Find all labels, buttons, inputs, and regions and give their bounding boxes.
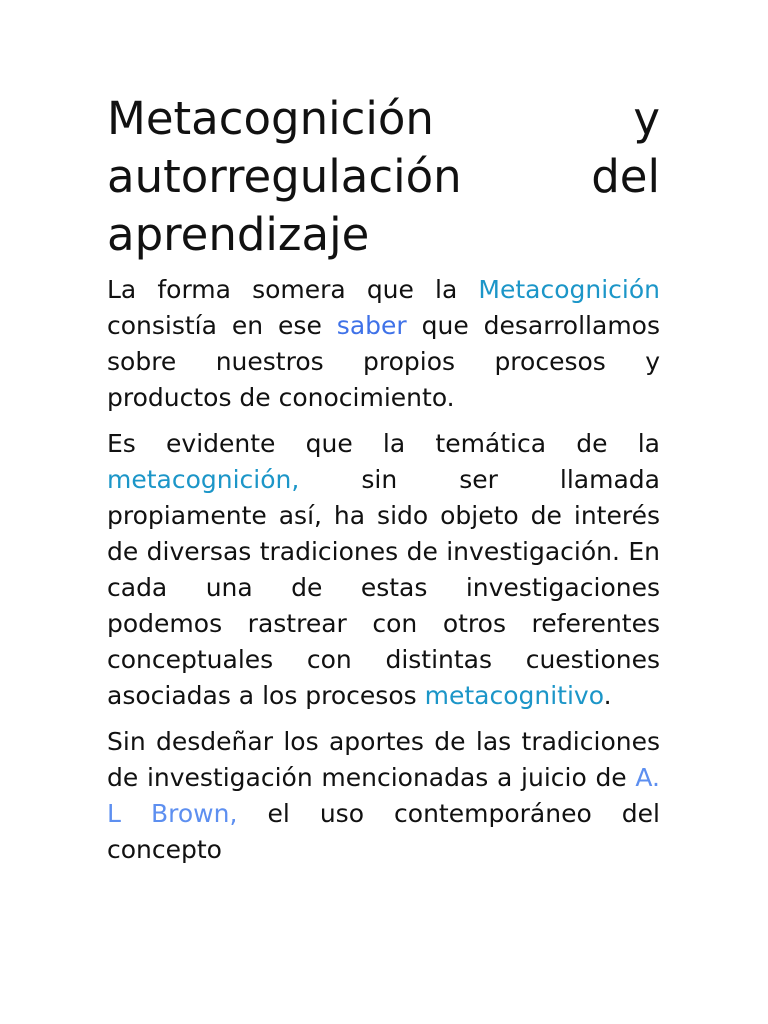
link-metacognitivo[interactable]: metacognitivo <box>424 681 604 710</box>
link-al-brown[interactable]: A. L Brown, <box>107 763 660 828</box>
paragraph-text: sin ser llamada propiamente así, ha sido objeto de interés de diversas tradiciones de investigación. En cada una de estas investigaciones podemos rastrear con otros referentes conceptuales con distintas cuestiones asociadas a los procesos <box>107 465 660 710</box>
paragraph-text: La forma somera que la <box>107 275 479 304</box>
paragraph-text: Sin desdeñar los aportes de las tradiciones de investigación mencionadas a juicio de <box>107 727 660 792</box>
paragraph-text: consistía en ese <box>107 311 337 340</box>
link-metacognicion[interactable]: Metacognición <box>478 275 660 304</box>
document-page <box>107 90 660 878</box>
paragraph-text: . <box>603 681 612 710</box>
paragraph-text: el uso contemporáneo del concepto <box>107 799 660 864</box>
document-title: Metacognición y autorregulación del aprendizaje <box>107 92 660 261</box>
paragraph-1 <box>107 272 660 416</box>
paragraph-2 <box>107 426 660 714</box>
link-saber[interactable]: saber <box>336 311 407 340</box>
link-metacognicion-lower[interactable]: metacognición, <box>107 465 300 494</box>
paragraph-text: Es evidente que la temática de la <box>107 429 660 458</box>
paragraph-text: que desarrollamos sobre nuestros propios procesos y productos de conocimiento. <box>107 311 660 412</box>
paragraph-3 <box>107 724 660 868</box>
